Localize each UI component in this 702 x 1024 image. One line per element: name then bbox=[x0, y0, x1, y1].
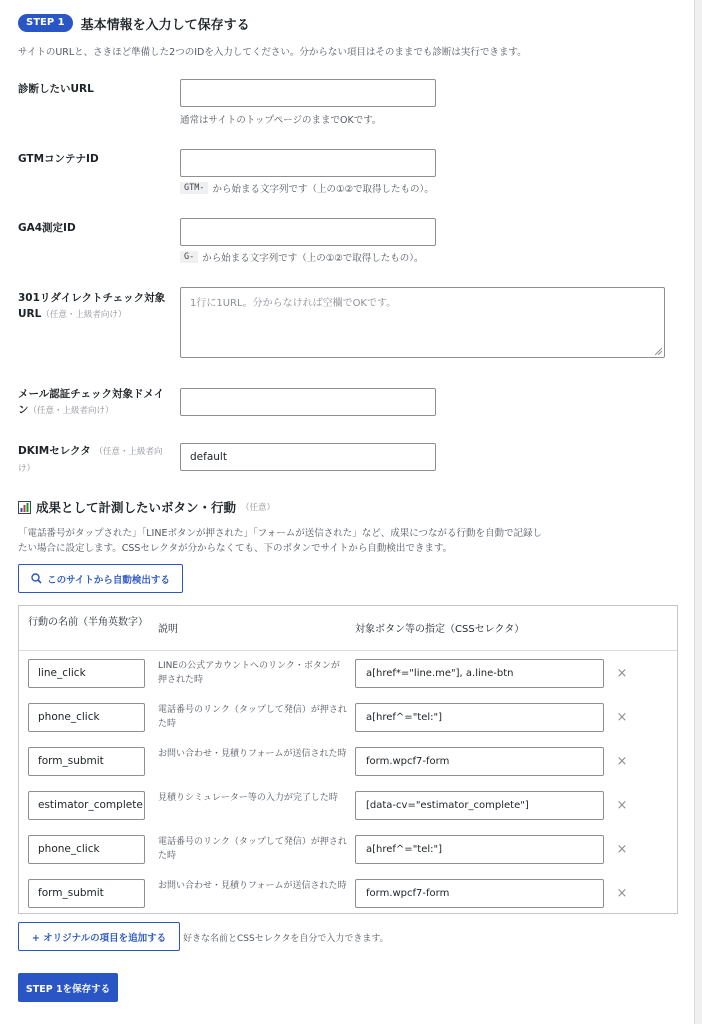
ga4-hint bbox=[180, 250, 424, 264]
mail-label-text: メール認証チェック対象ドメイン bbox=[18, 388, 165, 416]
ga4-prefix-code: G- bbox=[180, 251, 198, 263]
row-name-input[interactable]: form_submit bbox=[28, 879, 145, 908]
mail-domain-input[interactable] bbox=[180, 388, 436, 416]
remove-row-icon[interactable]: × bbox=[616, 754, 628, 769]
save-step1-button[interactable]: STEP 1を保存する bbox=[18, 973, 118, 1002]
redirect-label bbox=[18, 290, 168, 323]
resize-handle-icon[interactable] bbox=[655, 348, 662, 355]
scrollbar[interactable] bbox=[694, 0, 702, 1024]
redirect-label-text: 301リダイレクトチェック対象URL bbox=[18, 292, 166, 320]
dkim-input[interactable]: default bbox=[180, 443, 436, 471]
auto-detect-button[interactable] bbox=[18, 564, 183, 593]
step-badge: STEP 1 bbox=[18, 14, 73, 32]
redirect-textarea[interactable] bbox=[180, 287, 665, 358]
remove-row-icon[interactable]: × bbox=[616, 842, 628, 857]
row-selector-input[interactable]: form.wpcf7-form bbox=[355, 879, 604, 908]
add-custom-item-button[interactable]: + オリジナルの項目を追加する bbox=[18, 922, 180, 951]
gtm-prefix-code: GTM- bbox=[180, 182, 208, 194]
remove-row-icon[interactable]: × bbox=[616, 886, 628, 901]
mail-label bbox=[18, 386, 168, 419]
conversions-header bbox=[18, 498, 275, 516]
col-header-name: 行動の名前（半角英数字） bbox=[28, 617, 148, 628]
remove-row-icon[interactable]: × bbox=[616, 710, 628, 725]
redirect-placeholder: 1行に1URL。分からなければ空欄でOKです。 bbox=[190, 298, 397, 309]
row-name-input[interactable]: line_click bbox=[28, 659, 145, 688]
redirect-optional: （任意・上級者向け） bbox=[41, 310, 127, 320]
row-selector-input[interactable]: a[href^="tel:"] bbox=[355, 703, 604, 732]
dkim-label-text: DKIMセレクタ bbox=[18, 445, 91, 457]
ga4-input[interactable] bbox=[180, 218, 436, 246]
row-selector-input[interactable]: [data-cv="estimator_complete"] bbox=[355, 791, 604, 820]
mail-optional: （任意・上級者向け） bbox=[28, 406, 114, 416]
auto-detect-label: このサイトから自動検出する bbox=[47, 574, 170, 586]
row-name-input[interactable]: estimator_complete bbox=[28, 791, 145, 820]
search-icon bbox=[31, 573, 42, 584]
ga4-label: GA4測定ID bbox=[18, 222, 76, 234]
row-selector-input[interactable]: a[href*="line.me"], a.line-btn bbox=[355, 659, 604, 688]
ga4-hint-text: から始まる文字列です（上の①②で取得したもの）。 bbox=[202, 253, 424, 264]
remove-row-icon[interactable]: × bbox=[616, 798, 628, 813]
add-custom-note: 好きな名前とCSSセレクタを自分で入力できます。 bbox=[183, 934, 389, 944]
row-description: 見積りシミュレーター等の入力が完了した時 bbox=[158, 793, 338, 803]
remove-row-icon[interactable]: × bbox=[616, 666, 628, 681]
row-name-input[interactable]: phone_click bbox=[28, 703, 145, 732]
step-header bbox=[18, 13, 250, 33]
gtm-hint-text: から始まる文字列です（上の①②で取得したもの）。 bbox=[212, 184, 434, 195]
step-title: 基本情報を入力して保存する bbox=[80, 17, 250, 33]
row-description: 電話番号のリンク（タップして発信）が押された時 bbox=[158, 705, 347, 729]
bar-chart-icon bbox=[18, 501, 31, 514]
row-description: お問い合わせ・見積りフォームが送信された時 bbox=[158, 881, 347, 891]
conversions-title: 成果として計測したいボタン・行動 bbox=[36, 500, 237, 515]
row-description: お問い合わせ・見積りフォームが送信された時 bbox=[158, 749, 347, 759]
url-label: 診断したいURL bbox=[18, 83, 94, 95]
gtm-hint bbox=[180, 181, 434, 195]
row-description: 電話番号のリンク（タップして発信）が押された時 bbox=[158, 837, 347, 861]
row-description: LINEの公式アカウントへのリンク・ボタンが押された時 bbox=[158, 661, 340, 685]
conversions-table bbox=[18, 605, 678, 914]
conversions-description: 「電話番号がタップされた」「LINEボタンが押された」「フォームが送信された」など、成果につながる行動を自動で記録したい場合に設定します。CSSセレクタが分からなくても、下のボタンでサイトから自動検出できます。 bbox=[18, 528, 543, 554]
step-description: サイトのURLと、さきほど準備した2つのIDを入力してください。分からない項目はそのままでも診断は実行できます。 bbox=[18, 47, 527, 58]
url-hint: 通常はサイトのトップページのままでOKです。 bbox=[180, 115, 382, 126]
row-selector-input[interactable]: form.wpcf7-form bbox=[355, 747, 604, 776]
row-selector-input[interactable]: a[href^="tel:"] bbox=[355, 835, 604, 864]
gtm-label: GTMコンテナID bbox=[18, 153, 99, 165]
col-header-desc: 説明 bbox=[158, 624, 178, 635]
conversions-optional: （任意） bbox=[241, 503, 276, 513]
header-divider bbox=[19, 650, 677, 651]
dkim-optional: （任意・上級者向け） bbox=[18, 447, 163, 474]
row-name-input[interactable]: phone_click bbox=[28, 835, 145, 864]
gtm-input[interactable] bbox=[180, 149, 436, 177]
col-header-selector: 対象ボタン等の指定（CSSセレクタ） bbox=[355, 624, 525, 635]
dkim-label bbox=[18, 443, 168, 477]
url-input[interactable] bbox=[180, 79, 436, 107]
row-name-input[interactable]: form_submit bbox=[28, 747, 145, 776]
